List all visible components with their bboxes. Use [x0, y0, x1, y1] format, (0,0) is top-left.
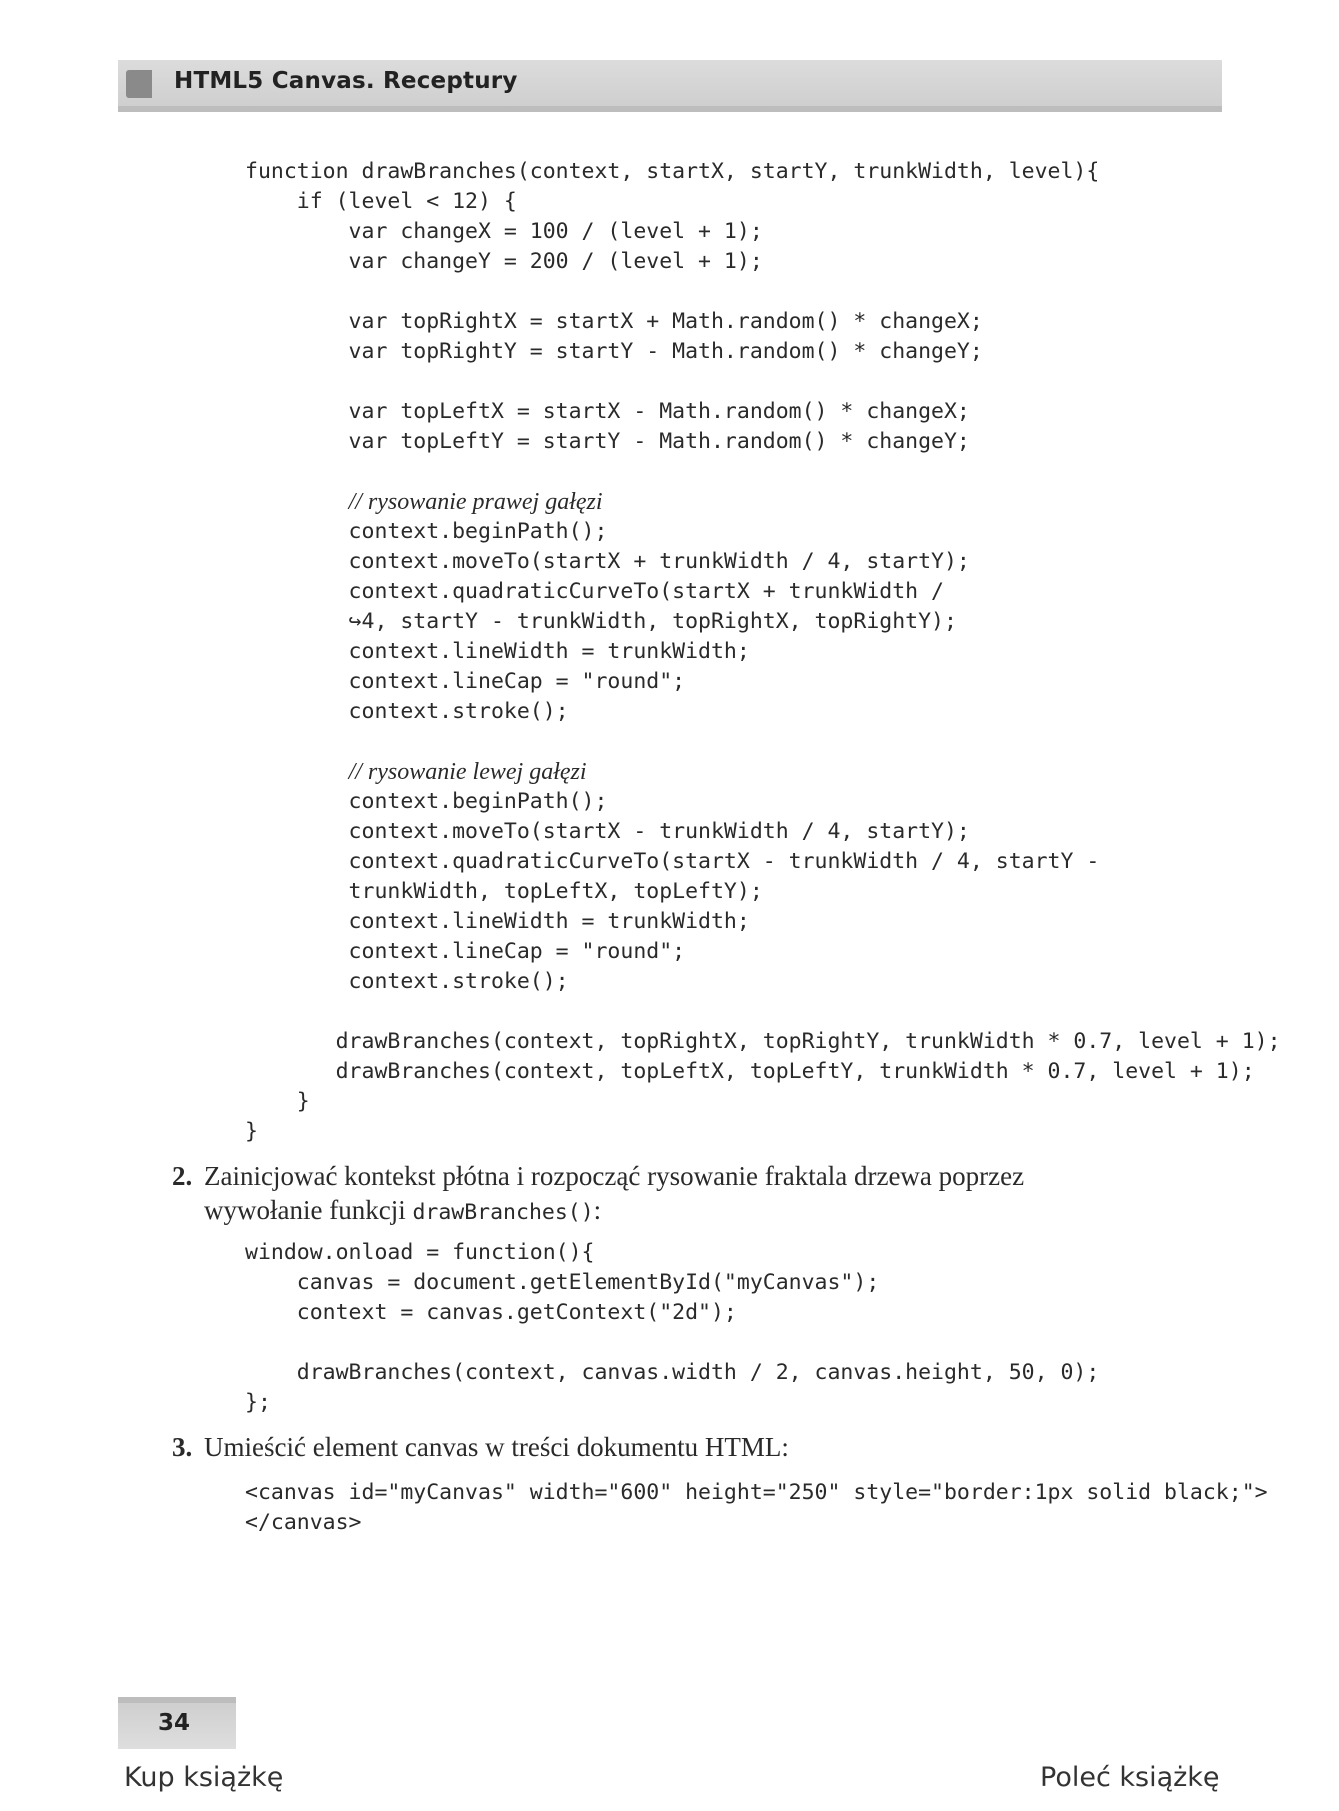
code-line: context.beginPath(); — [245, 519, 608, 544]
page-header — [118, 60, 1222, 112]
header-marker — [126, 70, 152, 98]
code-line: context.moveTo(startX + trunkWidth / 4, startY); — [245, 549, 970, 574]
code-line: context.lineWidth = trunkWidth; — [245, 639, 750, 664]
code-line — [245, 727, 1281, 757]
code-line: trunkWidth, topLeftX, topLeftY); — [245, 879, 763, 904]
step-text-suffix: : — [593, 1195, 602, 1225]
code-line — [245, 487, 1281, 517]
code-line: context.beginPath(); — [245, 789, 608, 814]
code-line: canvas = document.getElementById("myCanvas"); — [245, 1270, 880, 1295]
code-line: context.lineCap = "round"; — [245, 669, 686, 694]
code-line: context.quadraticCurveTo(startX - trunkWidth / 4, startY - — [245, 849, 1100, 874]
code-line: window.onload = function(){ — [245, 1240, 595, 1265]
page-number-box — [118, 1697, 236, 1749]
code-line: var changeX = 100 / (level + 1); — [245, 219, 763, 244]
code-line: var topRightY = startY - Math.random() * changeY; — [245, 339, 983, 364]
buy-book-link[interactable]: Kup książkę — [124, 1762, 284, 1793]
code-line: } — [245, 1089, 310, 1114]
code-line: } — [245, 1119, 258, 1144]
code-line: <canvas id="myCanvas" width="600" height="250" style="border:1px solid black;"> — [245, 1480, 1268, 1505]
code-line: </canvas> — [245, 1510, 362, 1535]
code-line: }; — [245, 1390, 271, 1415]
code-block-canvas-element — [245, 1478, 1268, 1538]
step-number: 3. — [172, 1432, 193, 1462]
code-line: var changeY = 200 / (level + 1); — [245, 249, 763, 274]
recommend-book-link[interactable]: Poleć książkę — [1040, 1762, 1220, 1793]
code-line — [245, 367, 1281, 397]
step-text: Umieścić element canvas w treści dokumentu HTML: — [204, 1432, 789, 1462]
code-line: context.quadraticCurveTo(startX + trunkWidth / — [245, 579, 944, 604]
code-line: var topLeftX = startX - Math.random() * changeX; — [245, 399, 970, 424]
code-line: var topRightX = startX + Math.random() * changeX; — [245, 309, 983, 334]
code-line: context.lineCap = "round"; — [245, 939, 686, 964]
code-line: function drawBranches(context, startX, startY, trunkWidth, level){ — [245, 159, 1100, 184]
step-number: 2. — [172, 1161, 193, 1191]
code-line: drawBranches(context, topRightX, topRightY, trunkWidth * 0.7, level + 1); — [245, 1029, 1281, 1054]
code-block-draw-branches — [245, 157, 1281, 1147]
code-line — [245, 457, 1281, 487]
code-line — [245, 997, 1281, 1027]
book-title: HTML5 Canvas. Receptury — [174, 68, 518, 94]
code-line: ↪4, startY - trunkWidth, topRightX, topRightY); — [245, 609, 957, 634]
step-3 — [172, 1430, 1152, 1464]
step-2 — [172, 1159, 1152, 1230]
code-comment: // rysowanie prawej gałęzi — [348, 489, 603, 515]
code-line: drawBranches(context, canvas.width / 2, canvas.height, 50, 0); — [245, 1360, 1100, 1385]
code-line: context.stroke(); — [245, 699, 569, 724]
step-text: Zainicjować kontekst płótna i rozpocząć rysowanie fraktala drzewa poprzez — [204, 1161, 1025, 1191]
code-comment: // rysowanie lewej gałęzi — [348, 759, 587, 785]
code-line: context.lineWidth = trunkWidth; — [245, 909, 750, 934]
page-number: 34 — [158, 1710, 191, 1736]
code-line: var topLeftY = startY - Math.random() * changeY; — [245, 429, 970, 454]
code-line: if (level < 12) { — [245, 189, 517, 214]
code-line — [245, 1328, 1099, 1358]
inline-code: drawBranches() — [412, 1200, 594, 1225]
code-line — [245, 757, 1281, 787]
code-line — [245, 277, 1281, 307]
code-line: context = canvas.getContext("2d"); — [245, 1300, 737, 1325]
code-line: context.stroke(); — [245, 969, 569, 994]
code-line: context.moveTo(startX - trunkWidth / 4, startY); — [245, 819, 970, 844]
step-text-prefix: wywołanie funkcji — [204, 1195, 413, 1225]
code-line: drawBranches(context, topLeftX, topLeftY, trunkWidth * 0.7, level + 1); — [245, 1059, 1255, 1084]
code-block-window-onload — [245, 1238, 1099, 1418]
